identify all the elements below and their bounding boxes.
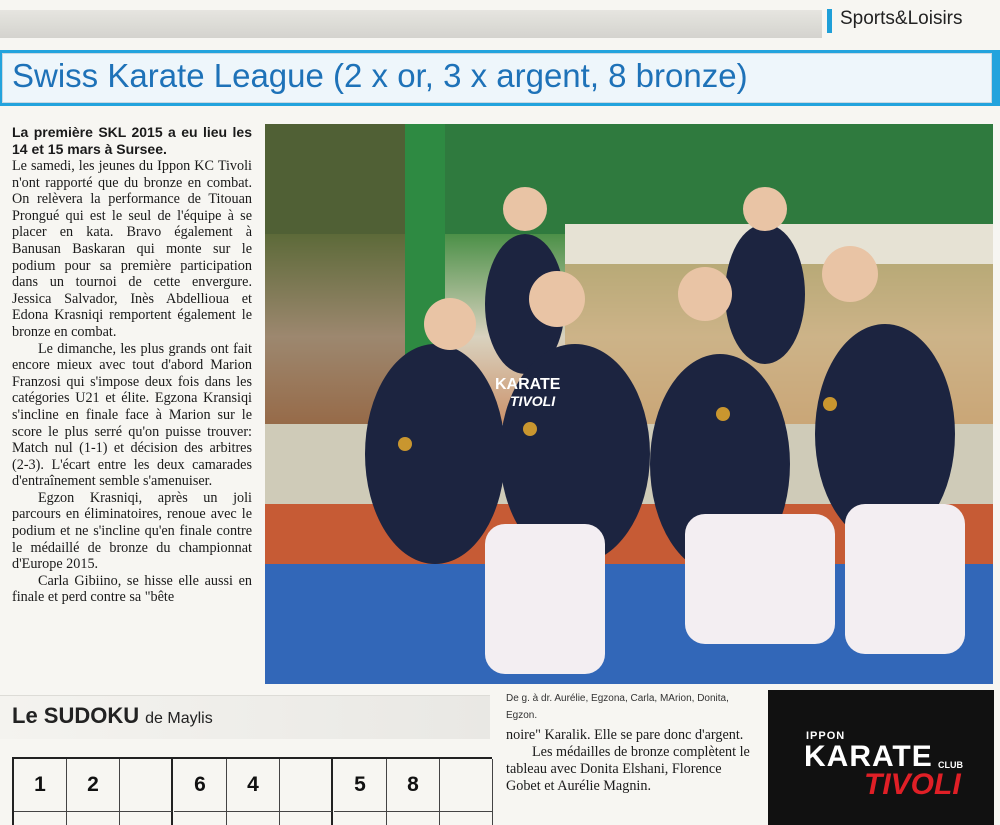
sudoku-cell: 5 xyxy=(334,759,387,812)
sudoku-title-author: de Maylis xyxy=(145,710,213,727)
ad-tivoli-text: TIVOLI xyxy=(864,768,961,801)
sudoku-cell xyxy=(174,812,227,825)
jacket-text: KARATE xyxy=(495,376,561,393)
article-paragraph: noire" Karalik. Elle se pare donc d'argent. xyxy=(506,727,744,743)
sudoku-cell xyxy=(334,812,387,825)
sudoku-cell xyxy=(280,759,333,812)
article-paragraph: Les médailles de bronze complètent le tableau avec Donita Elshani, Florence Gobet et Aurélie Magnin. xyxy=(506,744,750,794)
article-continuation xyxy=(506,727,751,795)
sudoku-cell xyxy=(67,812,120,825)
article-paragraph: Egzon Krasniqi, après un joli parcours en éliminatoires, renoue avec le podium et ne s'incline qu'en finale contre le médaillé de bronze du championnat d'Europe 2015. xyxy=(12,489,252,573)
article-lead: La première SKL 2015 a eu lieu les 14 et 15 mars à Sursee. xyxy=(12,124,252,157)
header-band xyxy=(0,10,822,38)
photo-caption: De g. à dr. Aurélie, Egzona, Carla, MArion, Donita, Egzon. xyxy=(506,693,729,721)
sudoku-cell: 2 xyxy=(67,759,120,812)
article-paragraph: Le dimanche, les plus grands ont fait encore mieux avec tout d'abord Marion Franzosi qui s'impose deux fois dans les catégories U21 et élite. Egzona Kransiqi s'incline en finale face à Marion sur le score le plus serré qu'on puisse trouver: Match nul (1-1) et décision des arbitres (2-3). L'écart entre les deux camarades d'entraînement semble s'amenuiser. xyxy=(12,340,252,490)
ad-club-text: CLUB xyxy=(938,760,963,770)
team-photo xyxy=(265,124,993,684)
sudoku-cell xyxy=(120,759,173,812)
sudoku-cell: 4 xyxy=(227,759,280,812)
sudoku-cell xyxy=(227,812,280,825)
sudoku-cell xyxy=(440,759,493,812)
sudoku-grid xyxy=(12,757,492,825)
ad-karate-text: KARATE xyxy=(804,740,933,773)
sudoku-cell xyxy=(120,812,173,825)
sudoku-cell xyxy=(14,812,67,825)
sudoku-cell xyxy=(280,812,333,825)
sudoku-title xyxy=(12,703,213,729)
jacket-text: TIVOLI xyxy=(510,393,556,409)
sudoku-cell xyxy=(387,812,440,825)
sudoku-cell xyxy=(440,812,493,825)
article-body xyxy=(12,124,252,606)
sudoku-cell: 1 xyxy=(14,759,67,812)
sudoku-cell: 8 xyxy=(387,759,440,812)
article-paragraph: Le samedi, les jeunes du Ippon KC Tivoli n'ont rapporté que du bronze en combat. On relèvera la performance de Titouan Prongué qui est le seul de l'équipe à se placer en kata. Bravo également à Banusan Baskaran qui monte sur le podium pour sa première participation dans un tournoi de cette envergure. Jessica Salvador, Inès Abdellioua et Edona Krasniqi remportent également le bronze en combat. xyxy=(12,158,252,340)
ad-ippon-text: IPPON xyxy=(806,730,846,742)
article-paragraph: Carla Gibiino, se hisse elle aussi en finale et perd contre sa "bête xyxy=(12,572,252,606)
team-photo-illustration xyxy=(265,124,993,684)
sudoku-title-main: Le SUDOKU xyxy=(12,703,140,728)
article-title: Swiss Karate League (2 x or, 3 x argent, 8 bronze) xyxy=(12,57,748,94)
section-label: Sports&Loisirs xyxy=(840,8,963,29)
section-marker xyxy=(827,9,832,33)
sudoku-cell: 6 xyxy=(174,759,227,812)
club-advertisement xyxy=(768,690,994,825)
